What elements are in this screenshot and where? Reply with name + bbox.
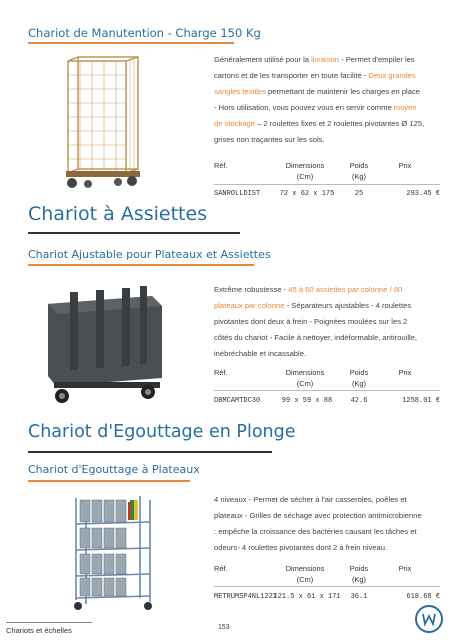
section2-subtitle-underline <box>28 264 254 266</box>
cell-ref: DBMCAMTDC30 <box>214 397 261 405</box>
header-weight: Poids (Kg) <box>349 368 369 388</box>
desc-line <box>214 298 438 314</box>
text-segment: plateaux - Grilles de séchage avec protection antimicrobienne <box>214 511 422 520</box>
text-segment: inébréchable et incassable. <box>214 349 307 358</box>
section3-subtitle: Chariot d'Egouttage à Plateaux <box>28 463 200 476</box>
highlight-text: 45 à 60 assiettes par colonne / 80 <box>288 285 403 294</box>
table-divider <box>214 184 440 185</box>
table-divider <box>214 586 440 587</box>
desc-line <box>214 330 438 346</box>
header-ref: Réf. <box>214 368 228 377</box>
desc-line <box>214 282 438 298</box>
header-price: Prix <box>398 564 412 573</box>
cell-weight: 25 <box>354 190 364 198</box>
page-number: 153 <box>218 624 230 631</box>
text-segment: - Permet d'empiler les <box>338 55 415 64</box>
roll-container-image <box>58 55 148 195</box>
section1-title-underline <box>28 42 234 44</box>
drying-rack-image <box>68 494 158 612</box>
section3-title: Chariot d'Egouttage en Plonge <box>28 422 296 442</box>
text-segment: – 2 roulettes fixes et 2 roulettes pivotantes Ø 125, <box>254 119 425 128</box>
cell-dimensions: 99 x 59 x 88 <box>281 397 333 405</box>
brand-logo-icon <box>414 604 444 634</box>
text-segment: Extrême robustesse - <box>214 285 289 294</box>
section2-subtitle: Chariot Ajustable pour Plateaux et Assiettes <box>28 248 271 261</box>
text-segment: - Hors utilisation, vous pouvez vous en servir comme <box>214 103 394 112</box>
section2-table <box>214 367 440 407</box>
section3-table <box>214 563 440 603</box>
text-segment: cartons et de les transporter en toute facilité - <box>214 71 369 80</box>
desc-line <box>214 346 438 362</box>
section1-table <box>214 160 440 200</box>
cell-price: 293.45 € <box>406 190 440 198</box>
desc-line <box>214 524 438 540</box>
cell-dimensions: 72 x 62 x 175 <box>279 190 335 198</box>
highlight-text: moyen <box>393 103 417 112</box>
table-divider <box>214 390 440 391</box>
text-segment: permettant de maintenir les charges en place <box>265 87 420 96</box>
desc-line <box>214 132 434 148</box>
desc-line <box>214 540 438 556</box>
header-weight: Poids (Kg) <box>349 161 369 181</box>
header-ref: Réf. <box>214 564 228 573</box>
highlight-text: livraison <box>311 55 339 64</box>
desc-line <box>214 116 434 132</box>
highlight-text: Deux grandes <box>368 71 416 80</box>
desc-line <box>214 84 434 100</box>
desc-line <box>214 68 434 84</box>
text-segment: 4 niveaux - Permet de sécher à l'air casseroles, poêles et <box>214 495 407 504</box>
cell-price: 618.68 € <box>406 593 440 601</box>
cell-weight: 36.1 <box>350 593 368 601</box>
section1-title: Chariot de Manutention - Charge 150 Kg <box>28 26 261 40</box>
header-ref: Réf. <box>214 161 228 170</box>
cell-dimensions: 121.5 x 61 x 171 <box>273 593 341 601</box>
text-segment: pivotantes dont deux à frein - Poignées moulées sur les 2 <box>214 317 408 326</box>
desc-line <box>214 314 438 330</box>
section3-description <box>214 492 438 556</box>
section3-subtitle-underline <box>28 480 190 482</box>
cell-price: 1258.01 € <box>402 397 440 405</box>
header-price: Prix <box>398 161 412 170</box>
highlight-text: sangles textiles <box>214 87 266 96</box>
text-segment: - Séparateurs ajustables - 4 roulettes <box>284 301 412 310</box>
highlight-text: de stockage <box>214 119 255 128</box>
header-price: Prix <box>398 368 412 377</box>
section3-title-underline <box>28 451 272 453</box>
section2-title-underline <box>28 232 240 234</box>
text-segment: odeurs- 4 roulettes pivotantes dont 2 à frein niveau. <box>214 543 388 552</box>
desc-line <box>214 52 434 68</box>
footer-category: Chariots et échelles <box>6 626 72 635</box>
text-segment: : empêche la croissance des bactéries causant les tâches et <box>214 527 417 536</box>
footer-divider <box>6 622 92 623</box>
cell-weight: 42.6 <box>350 397 368 405</box>
section2-description <box>214 282 438 362</box>
cell-ref: METRUMSP4NL1222 <box>214 593 278 601</box>
highlight-text: plateaux par colonne <box>214 301 285 310</box>
header-dimensions: Dimensions (Cm) <box>285 161 325 181</box>
section1-description <box>214 52 434 148</box>
text-segment: côtés du chariot - Facile à nettoyer, indéformable, antirouille, <box>214 333 418 342</box>
desc-line <box>214 492 438 508</box>
header-dimensions: Dimensions (Cm) <box>285 564 325 584</box>
section2-title: Chariot à Assiettes <box>28 203 208 225</box>
text-segment: Généralement utilisé pour la <box>214 55 312 64</box>
header-weight: Poids (Kg) <box>349 564 369 584</box>
text-segment: grises non traçantes sur les sols. <box>214 135 325 144</box>
desc-line <box>214 100 434 116</box>
plate-cart-image <box>40 282 168 408</box>
cell-ref: SANROLLDIST <box>214 190 261 198</box>
header-dimensions: Dimensions (Cm) <box>285 368 325 388</box>
desc-line <box>214 508 438 524</box>
